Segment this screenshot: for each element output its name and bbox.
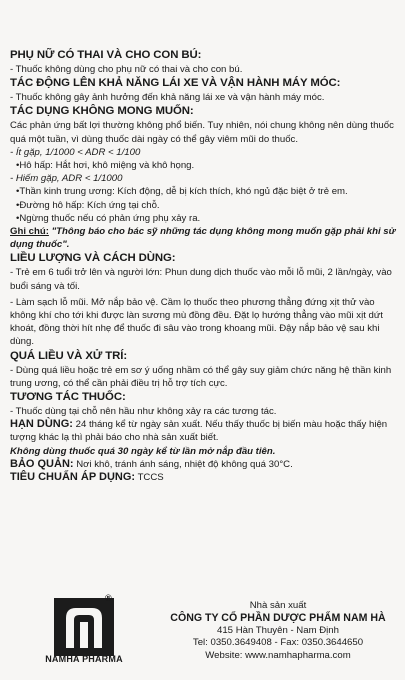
manufacturer-block [158,600,398,662]
storage-text: Nơi khô, tránh ánh sáng, nhiệt độ không quá 30°C. [73,458,293,470]
adverse-note [10,225,398,251]
logo-text: NAMHA PHARMA [45,654,123,664]
note-text: "Thông báo cho bác sỹ những tác dụng không mong muốn gặp phải khi sử dụng thuốc". [10,226,396,251]
expiry-warning: Không dùng thuốc quá 30 ngày kể từ lần mở nắp đầu tiên. [10,445,276,457]
dosage-heading: LIỀU LƯỢNG VÀ CÁCH DÙNG: [10,252,176,265]
manufacturer-address: 415 Hàn Thuyên - Nam Định [217,624,339,636]
manufacturer-website: Website: www.namhapharma.com [205,649,351,661]
manufacturer-title: Nhà sản xuất [249,600,307,611]
adverse-rare-item: •Ngừng thuốc nếu có phản ứng phụ xảy ra. [16,212,201,224]
note-label: Ghi chú: [10,226,49,238]
expiry-line [10,418,398,444]
overdose-heading: QUÁ LIỀU VÀ XỬ TRÍ: [10,349,128,362]
standard-text: TCCS [135,472,164,484]
storage-label: BẢO QUẢN: [10,457,74,470]
pregnancy-text: - Thuốc không dùng cho phụ nữ có thai và cho con bú. [10,64,243,75]
leaflet-content [10,48,398,484]
driving-text: - Thuốc không gây ảnh hưởng đến khả năng lái xe và vận hành máy móc. [10,92,325,104]
overdose-text: - Dùng quá liều hoặc trẻ em sơ ý uống nhầm có thể gây suy giảm chức năng hệ thần kinh trung ương, có thể cần phải điều trị hỗ trợ tích cực. [10,364,392,389]
registered-mark: ® [105,593,112,603]
adverse-uncommon: - Ít gặp, 1/1000 < ADR < 1/100 [10,146,141,158]
dosage-line: - Trẻ em 6 tuổi trở lên và người lớn: Phun dung dịch thuốc vào mỗi lỗ mũi, 2 lần/ngày, vào buổi sáng và tối. [10,267,392,292]
dosage-line: - Làm sạch lỗ mũi. Mở nắp bảo vệ. Cầm lọ thuốc theo phương thẳng đứng xịt thử vào không khí cho tới khi được làn sương mù đồng đều. Đặt lọ hướng thẳng vào mũi xịt dứt khoát, đồng thời hít nhẹ để thuốc đi sâu vào trong khoang mũi. Đậy nắp bảo vệ sau khi dùng. [10,296,383,348]
manufacturer-company: CÔNG TY CỔ PHẦN DƯỢC PHẨM NAM HÀ [170,612,386,625]
adverse-rare-item: •Thần kinh trung ương: Kích động, dễ bị kích thích, khó ngủ đặc biệt ở trẻ em. [16,186,348,198]
standard-label: TIÊU CHUẨN ÁP DỤNG: [10,471,136,484]
standard-line [10,471,398,484]
adverse-rare-item: •Đường hô hấp: Kích ứng tại chỗ. [16,199,160,211]
expiry-text: 24 tháng kể từ ngày sản xuất. Nếu thấy thuốc bị biến màu hoặc thấy hiện tượng khác lạ thì phải báo cho nhà sản xuất biết. [10,419,388,444]
namha-logo-icon [54,598,114,656]
storage-line [10,458,398,471]
adverse-heading: TÁC DỤNG KHÔNG MONG MUỐN: [10,105,194,118]
expiry-label: HẠN DÙNG: [10,418,73,431]
manufacturer-phone: Tel: 0350.3649408 - Fax: 0350.3644650 [192,637,364,649]
adverse-uncommon-item: •Hô hấp: Hắt hơi, khô miệng và khô họng. [16,160,195,172]
driving-heading: TÁC ĐỘNG LÊN KHẢ NĂNG LÁI XE VÀ VẬN HÀNH MÁY MÓC: [10,77,341,90]
adverse-rare: - Hiếm gặp, ADR < 1/1000 [10,173,123,185]
pregnancy-heading: PHỤ NỮ CÓ THAI VÀ CHO CON BÚ: [10,49,202,61]
adverse-intro: Các phản ứng bất lợi thường không phổ biến. Tuy nhiên, nói chung không nên dùng thuốc quá một tuần, vì dùng thuốc dài ngày có thể gây viêm mũi do thuốc. [10,120,394,145]
interaction-text: - Thuốc dùng tại chỗ nên hầu như không xảy ra các tương tác. [10,406,277,418]
interaction-heading: TƯƠNG TÁC THUỐC: [10,391,126,404]
